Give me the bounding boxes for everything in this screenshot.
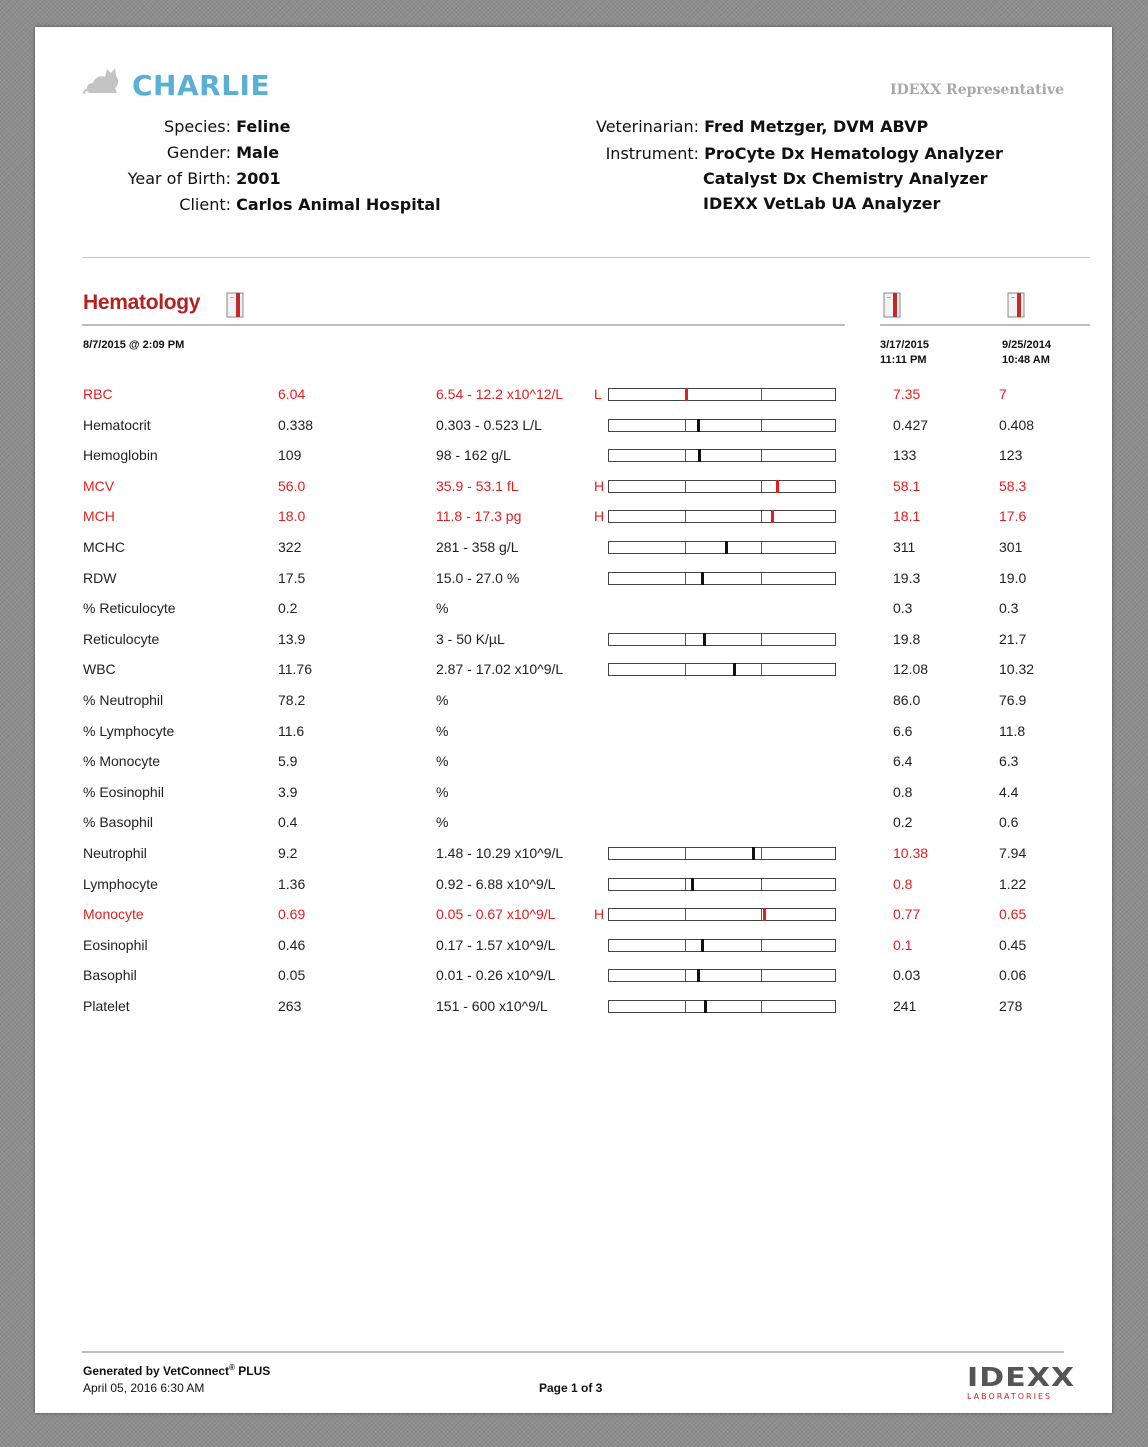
previous-value-1: 0.427	[893, 416, 929, 433]
test-value: 18.0	[278, 508, 306, 525]
range-bar-boundary	[761, 940, 762, 951]
instrument-1: ProCyte Dx Hematology Analyzer	[704, 144, 1003, 163]
range-bar	[608, 480, 836, 493]
previous-value-1: 0.77	[893, 906, 921, 923]
section-title: Hematology	[83, 291, 201, 314]
veterinarian-row	[479, 117, 928, 136]
range-bar	[608, 388, 836, 401]
registered-mark: ®	[229, 1363, 235, 1372]
table-row	[35, 631, 1112, 655]
prev-date-1	[880, 338, 929, 368]
previous-value-1: 19.8	[893, 630, 921, 647]
previous-value-1: 19.3	[893, 569, 921, 586]
range-bar	[608, 847, 836, 860]
reference-range: %	[436, 692, 449, 708]
previous-value-2: 123	[999, 447, 1023, 464]
previous-value-1: 6.4	[893, 753, 913, 770]
gender-row	[25, 143, 279, 162]
previous-value-2: 19.0	[999, 569, 1027, 586]
range-bar	[608, 908, 836, 921]
reference-range: 35.9 - 53.1 fL	[436, 477, 519, 494]
test-name: % Basophil	[83, 814, 154, 831]
range-bar-boundary	[685, 970, 686, 981]
range-bar-boundary	[685, 909, 686, 920]
test-value: 109	[278, 447, 302, 464]
reference-range: 0.92 - 6.88 x10^9/L	[436, 875, 556, 892]
previous-value-2: 0.408	[999, 416, 1035, 433]
test-name: MCH	[83, 508, 115, 525]
test-value: 6.04	[278, 386, 306, 402]
range-bar-boundary	[761, 634, 762, 645]
range-bar-boundary	[685, 848, 686, 859]
table-row	[35, 478, 1112, 502]
previous-value-2: 4.4	[999, 783, 1019, 800]
previous-value-2: 17.6	[999, 508, 1027, 525]
test-name: Lymphocyte	[83, 875, 158, 892]
range-marker	[725, 541, 728, 554]
table-row	[35, 876, 1112, 900]
table-row	[35, 539, 1112, 563]
test-name: Monocyte	[83, 906, 144, 923]
range-bar	[608, 572, 836, 585]
test-name: RBC	[83, 386, 113, 402]
reference-range: %	[436, 722, 449, 739]
range-marker	[771, 510, 774, 523]
test-name: WBC	[83, 661, 116, 678]
yob-row	[25, 169, 281, 188]
range-bar-boundary	[761, 389, 762, 400]
table-row	[35, 784, 1112, 808]
previous-value-1: 0.3	[893, 600, 913, 617]
range-bar	[608, 510, 836, 523]
test-value: 11.6	[278, 722, 305, 739]
cat-icon	[83, 63, 123, 99]
generated-by-text: Generated by VetConnect	[83, 1364, 230, 1378]
range-bar-boundary	[685, 420, 686, 431]
yob-value: 2001	[236, 169, 281, 188]
reference-range: %	[436, 814, 449, 831]
previous-value-2: 0.06	[999, 967, 1027, 984]
previous-value-1: 7.35	[893, 386, 921, 402]
range-bar-boundary	[685, 879, 686, 890]
document-icon-prev1[interactable]	[883, 292, 901, 318]
table-row	[35, 998, 1112, 1022]
range-bar	[608, 541, 836, 554]
range-bar-boundary	[685, 940, 686, 951]
test-name: % Lymphocyte	[83, 722, 175, 739]
reference-range: %	[436, 753, 449, 770]
previous-value-2: 301	[999, 539, 1023, 555]
previous-value-1: 6.6	[893, 722, 913, 739]
range-bar	[608, 969, 836, 982]
generated-by-plus: PLUS	[234, 1364, 271, 1378]
range-marker	[698, 449, 701, 462]
test-value: 9.2	[278, 845, 298, 861]
gender-label: Gender:	[166, 143, 231, 162]
client-label: Client:	[179, 195, 231, 214]
range-bar-boundary	[761, 511, 762, 522]
range-bar	[608, 419, 836, 432]
table-row	[35, 753, 1112, 777]
previous-value-2: 0.3	[999, 600, 1019, 617]
previous-value-1: 0.8	[893, 783, 913, 800]
reference-range: 98 - 162 g/L	[436, 447, 511, 464]
veterinarian-value: Fred Metzger, DVM ABVP	[704, 117, 929, 136]
range-bar	[608, 939, 836, 952]
table-row	[35, 447, 1112, 471]
previous-value-1: 0.1	[893, 936, 913, 953]
range-marker	[703, 633, 706, 646]
logo-text: IDEXX	[967, 1363, 1076, 1393]
report-page	[35, 27, 1112, 1413]
logo-subtext: LABORATORIES	[967, 1392, 1053, 1401]
range-bar-boundary	[685, 1001, 686, 1012]
range-marker	[685, 388, 688, 401]
table-row	[35, 692, 1112, 716]
reference-range: 281 - 358 g/L	[436, 539, 519, 555]
reference-range: 151 - 600 x10^9/L	[436, 998, 548, 1014]
range-bar-boundary	[761, 909, 762, 920]
table-row	[35, 814, 1112, 838]
range-marker	[697, 419, 700, 432]
previous-value-2: 58.3	[999, 477, 1027, 494]
range-marker	[752, 847, 755, 860]
flag-indicator: H	[594, 477, 605, 494]
range-bar	[608, 878, 836, 891]
instrument-3: IDEXX VetLab UA Analyzer	[703, 194, 941, 213]
instrument-row-2	[479, 169, 988, 188]
footer-divider	[82, 1351, 1064, 1353]
instrument-row	[479, 144, 1003, 163]
table-row	[35, 508, 1112, 532]
test-value: 13.9	[278, 630, 306, 647]
range-bar-boundary	[761, 573, 762, 584]
range-bar-boundary	[685, 481, 686, 492]
range-marker	[776, 480, 779, 493]
test-name: Basophil	[83, 967, 137, 984]
range-bar-boundary	[761, 848, 762, 859]
previous-value-2: 10.32	[999, 661, 1035, 678]
previous-value-1: 12.08	[893, 661, 929, 678]
previous-value-2: 0.65	[999, 906, 1027, 923]
section-divider	[82, 324, 845, 326]
table-row	[35, 845, 1112, 869]
test-name: % Neutrophil	[83, 692, 164, 708]
previous-value-2: 1.22	[999, 875, 1027, 892]
previous-value-1: 58.1	[893, 477, 921, 494]
range-bar	[608, 663, 836, 676]
previous-value-1: 18.1	[893, 508, 921, 525]
section-divider-prev	[880, 324, 1090, 326]
reference-range: 6.54 - 12.2 x10^12/L	[436, 386, 564, 402]
idexx-representative: IDEXX Representative	[890, 82, 1064, 98]
prev-date-2-date: 9/25/2014	[1002, 339, 1051, 351]
previous-value-1: 311	[893, 539, 916, 555]
range-marker	[763, 908, 766, 921]
reference-range: 15.0 - 27.0 %	[436, 569, 520, 586]
test-name: MCV	[83, 477, 115, 494]
reference-range: 0.303 - 0.523 L/L	[436, 416, 542, 433]
prev-date-1-time: 11:11 PM	[880, 354, 927, 366]
range-bar-boundary	[685, 511, 686, 522]
reference-range: 11.8 - 17.3 pg	[436, 508, 522, 525]
previous-value-2: 6.3	[999, 753, 1019, 770]
range-bar-boundary	[685, 573, 686, 584]
previous-value-2: 0.45	[999, 936, 1027, 953]
range-bar-boundary	[761, 420, 762, 431]
client-row	[25, 195, 441, 214]
range-bar	[608, 449, 836, 462]
test-value: 78.2	[278, 692, 306, 708]
range-bar	[608, 633, 836, 646]
range-bar-boundary	[761, 970, 762, 981]
range-marker	[701, 939, 704, 952]
range-bar-boundary	[685, 634, 686, 645]
reference-range: 0.05 - 0.67 x10^9/L	[436, 906, 556, 923]
table-row	[35, 967, 1112, 991]
patient-name: CHARLIE	[132, 69, 271, 102]
table-row	[35, 570, 1112, 594]
test-name: Eosinophil	[83, 936, 148, 953]
previous-value-1: 0.8	[893, 875, 913, 892]
header-divider	[82, 257, 1090, 258]
page-number: Page 1 of 3	[539, 1381, 603, 1395]
reference-range: %	[436, 783, 449, 800]
previous-value-2: 7.94	[999, 845, 1027, 861]
species-label: Species:	[164, 117, 231, 136]
instrument-2: Catalyst Dx Chemistry Analyzer	[703, 169, 988, 188]
test-name: Hemoglobin	[83, 447, 158, 464]
test-name: Hematocrit	[83, 416, 151, 433]
range-bar-boundary	[761, 542, 762, 553]
table-row	[35, 661, 1112, 685]
flag-indicator: H	[594, 906, 605, 923]
range-marker	[697, 969, 700, 982]
test-value: 17.5	[278, 569, 306, 586]
range-bar-boundary	[761, 450, 762, 461]
previous-value-2: 278	[999, 998, 1023, 1014]
range-bar-boundary	[761, 879, 762, 890]
table-row	[35, 723, 1112, 747]
previous-value-2: 0.6	[999, 814, 1019, 831]
current-date: 8/7/2015 @ 2:09 PM	[83, 339, 185, 351]
test-value: 0.46	[278, 936, 306, 953]
test-value: 5.9	[278, 753, 298, 770]
idexx-logo	[967, 1365, 1075, 1399]
previous-value-2: 7	[999, 386, 1007, 402]
test-value: 3.9	[278, 783, 298, 800]
client-value: Carlos Animal Hospital	[236, 195, 441, 214]
species-value: Feline	[236, 117, 291, 136]
test-value: 0.2	[278, 600, 298, 617]
table-row	[35, 937, 1112, 961]
table-row	[35, 906, 1112, 930]
previous-value-1: 0.2	[893, 814, 913, 831]
test-value: 0.338	[278, 416, 314, 433]
yob-label: Year of Birth:	[127, 169, 231, 188]
test-value: 0.4	[278, 814, 298, 831]
test-value: 0.05	[278, 967, 306, 984]
test-name: RDW	[83, 569, 117, 586]
test-name: Platelet	[83, 998, 130, 1014]
previous-value-1: 0.03	[893, 967, 921, 984]
range-marker	[691, 878, 694, 891]
test-name: % Eosinophil	[83, 783, 164, 800]
reference-range: %	[436, 600, 449, 617]
previous-value-2: 76.9	[999, 692, 1027, 708]
test-value: 263	[278, 998, 302, 1014]
range-marker	[701, 572, 704, 585]
reference-range: 2.87 - 17.02 x10^9/L	[436, 661, 564, 678]
range-bar-boundary	[761, 481, 762, 492]
previous-value-1: 133	[893, 447, 917, 464]
previous-value-2: 11.8	[999, 722, 1026, 739]
table-row	[35, 600, 1112, 624]
reference-range: 1.48 - 10.29 x10^9/L	[436, 845, 564, 861]
range-bar-boundary	[685, 542, 686, 553]
test-value: 322	[278, 539, 302, 555]
table-row	[35, 417, 1112, 441]
gender-value: Male	[236, 143, 280, 162]
flag-indicator: H	[594, 508, 605, 525]
test-name: Neutrophil	[83, 845, 147, 861]
generated-date: April 05, 2016 6:30 AM	[83, 1381, 205, 1395]
reference-range: 0.17 - 1.57 x10^9/L	[436, 936, 556, 953]
range-marker	[733, 663, 736, 676]
previous-value-1: 86.0	[893, 692, 921, 708]
test-name: % Reticulocyte	[83, 600, 176, 617]
prev-date-2	[1002, 338, 1051, 368]
reference-range: 0.01 - 0.26 x10^9/L	[436, 967, 556, 984]
species-row	[25, 117, 290, 136]
range-bar-boundary	[685, 450, 686, 461]
instrument-row-3	[479, 194, 940, 213]
range-bar-boundary	[685, 664, 686, 675]
flag-indicator: L	[594, 386, 602, 402]
previous-value-1: 10.38	[893, 845, 929, 861]
test-name: MCHC	[83, 539, 125, 555]
prev-date-2-time: 10:48 AM	[1002, 354, 1050, 366]
document-icon[interactable]	[226, 292, 244, 318]
instrument-label: Instrument:	[605, 144, 699, 163]
test-value: 1.36	[278, 875, 306, 892]
reference-range: 3 - 50 K/µL	[436, 630, 505, 647]
document-icon-prev2[interactable]	[1007, 292, 1025, 318]
prev-date-1-date: 3/17/2015	[880, 339, 929, 351]
test-name: % Monocyte	[83, 753, 161, 770]
generated-by	[83, 1363, 270, 1378]
test-value: 0.69	[278, 906, 306, 923]
range-bar-boundary	[761, 664, 762, 675]
previous-value-2: 21.7	[999, 630, 1027, 647]
range-bar-boundary	[761, 1001, 762, 1012]
test-value: 56.0	[278, 477, 306, 494]
range-marker	[704, 1000, 707, 1013]
test-value: 11.76	[278, 661, 312, 678]
veterinarian-label: Veterinarian:	[596, 117, 699, 136]
table-row	[35, 386, 1112, 410]
previous-value-1: 241	[893, 998, 917, 1014]
range-bar	[608, 1000, 836, 1013]
test-name: Reticulocyte	[83, 630, 160, 647]
